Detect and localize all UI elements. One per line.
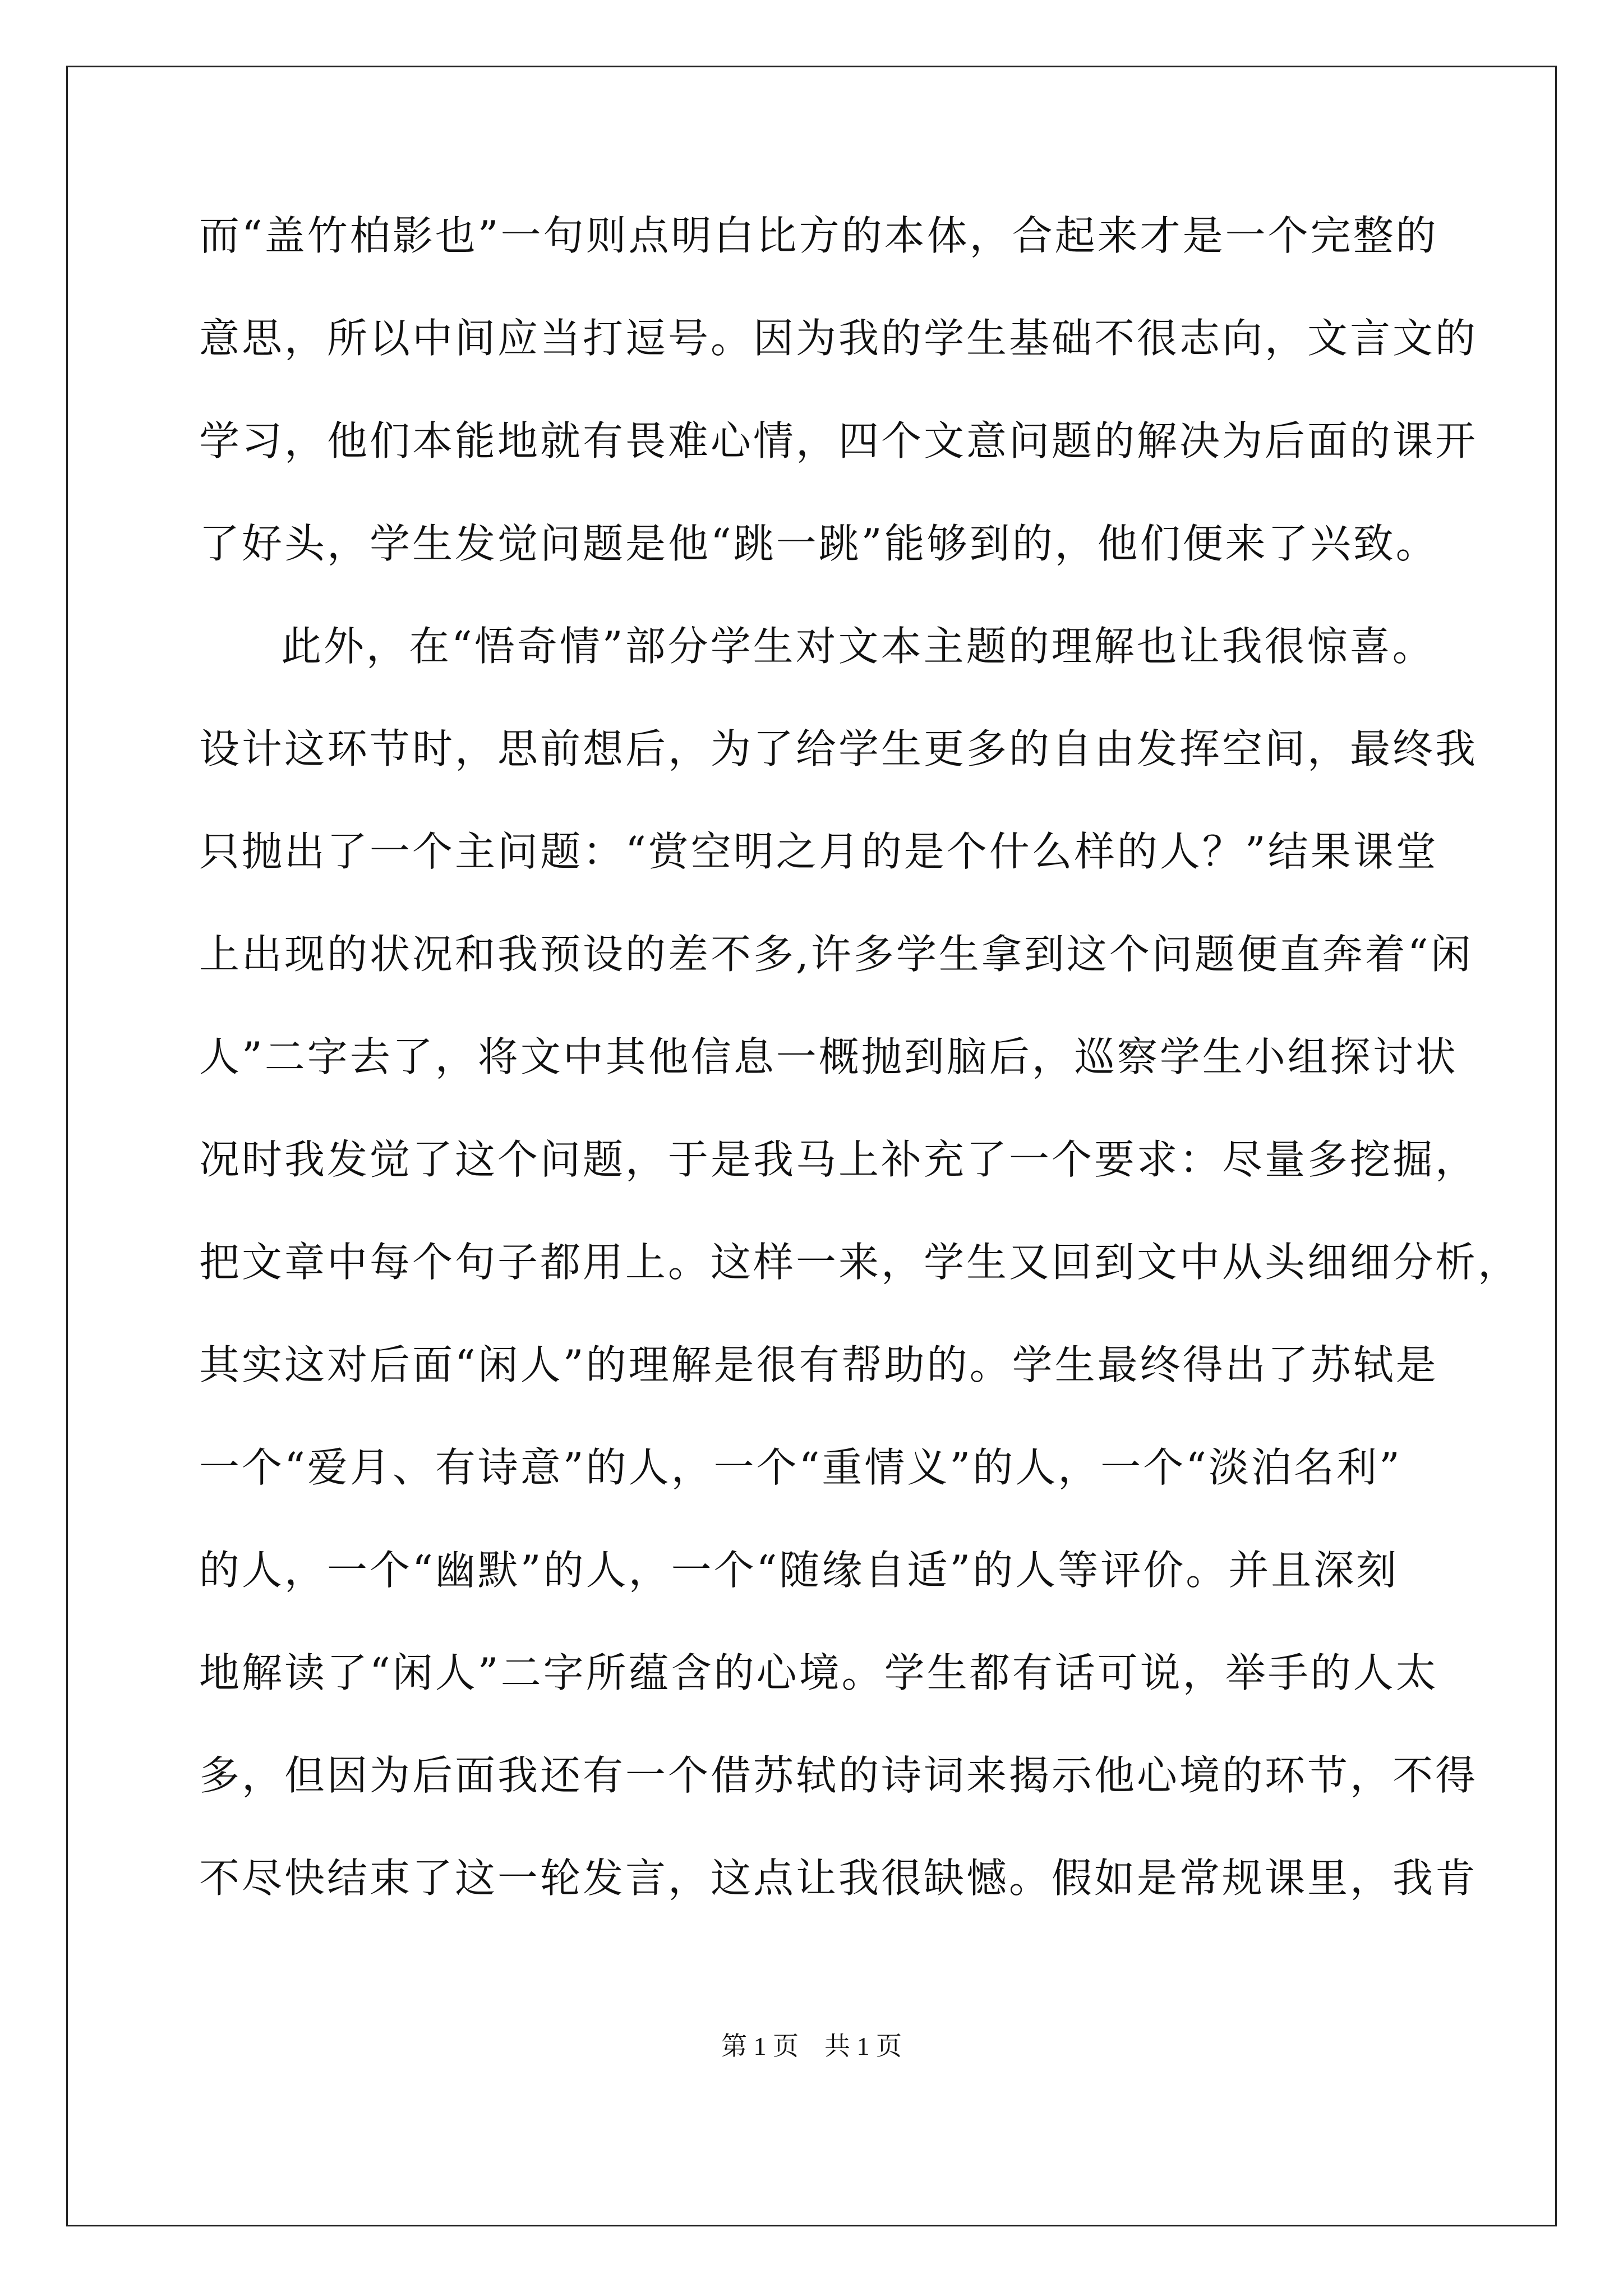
page-number: 第 1 页 bbox=[721, 2032, 799, 2060]
paragraph-first-line: 此外，在“悟奇情”部分学生对文本主题的理解也让我很惊喜。 bbox=[281, 623, 1435, 670]
text-line: 设计这环节时，思前想后，为了给学生更多的自由发挥空间，最终我 bbox=[199, 725, 1478, 772]
page-footer bbox=[0, 2030, 1623, 2063]
text-line: 其实这对后面“闲人”的理解是很有帮助的。学生最终得出了苏轼是 bbox=[199, 1341, 1438, 1388]
text-line: 的人，一个“幽默”的人，一个“随缘自适”的人等评价。并且深刻 bbox=[199, 1547, 1399, 1594]
text-line: 意思，所以中间应当打逗号。因为我的学生基础不很志向，文言文的 bbox=[199, 315, 1478, 362]
text-line: 学习，他们本能地就有畏难心情，四个文意问题的解决为后面的课开 bbox=[199, 417, 1478, 464]
text-line: 多，但因为后面我还有一个借苏轼的诗词来揭示他心境的环节，不得 bbox=[199, 1752, 1478, 1799]
text-line: 而“盖竹柏影也”一句则点明白比方的本体，合起来才是一个完整的 bbox=[199, 212, 1438, 259]
text-line: 人”二字去了，将文中其他信息一概抛到脑后，巡察学生小组探讨状 bbox=[199, 1033, 1458, 1080]
text-line: 上出现的状况和我预设的差不多,许多学生拿到这个问题便直奔着“闲 bbox=[199, 931, 1473, 978]
text-line: 不尽快结束了这一轮发言，这点让我很缺憾。假如是常规课里，我肯 bbox=[199, 1855, 1478, 1902]
text-line: 只抛出了一个主问题：“赏空明之月的是个什么样的人？”结果课堂 bbox=[199, 828, 1438, 875]
text-line: 地解读了“闲人”二字所蕴含的心境。学生都有话可说，举手的人太 bbox=[199, 1649, 1438, 1696]
page-total: 共 1 页 bbox=[824, 2032, 902, 2060]
text-line: 了好头，学生发觉问题是他“跳一跳”能够到的，他们便来了兴致。 bbox=[199, 520, 1438, 567]
text-line: 况时我发觉了这个问题，于是我马上补充了一个要求：尽量多挖掘， bbox=[199, 1136, 1478, 1183]
text-line: 一个“爱月、有诗意”的人，一个“重情义”的人，一个“淡泊名利” bbox=[199, 1444, 1402, 1491]
text-line: 把文章中每个句子都用上。这样一来，学生又回到文中从头细细分析， bbox=[199, 1239, 1521, 1286]
